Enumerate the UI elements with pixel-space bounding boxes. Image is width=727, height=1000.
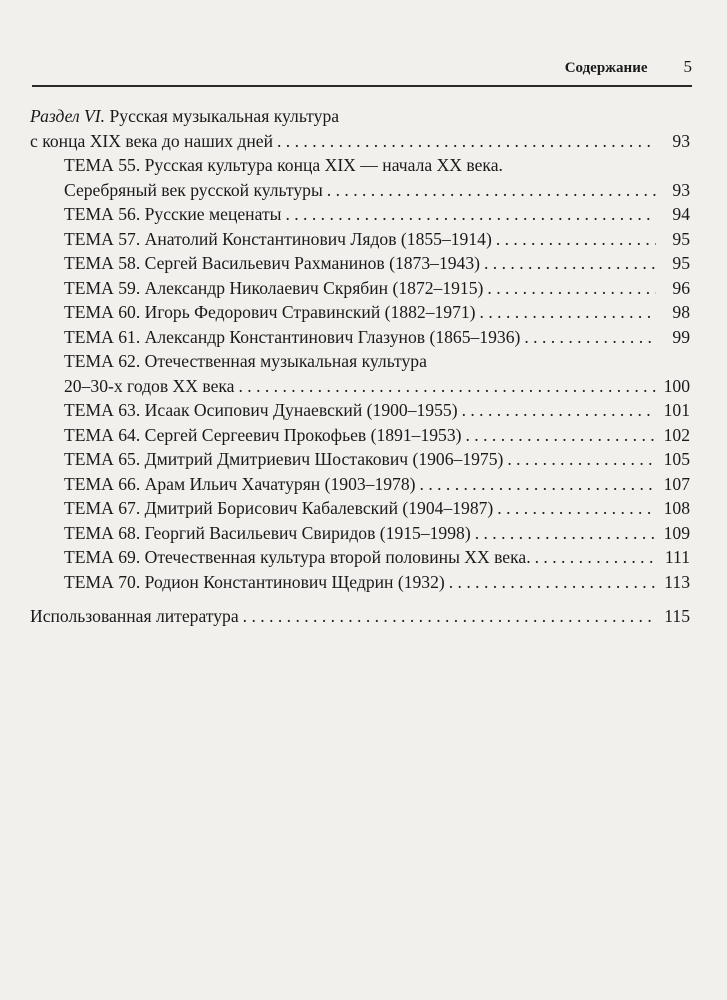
dot-leader	[480, 300, 656, 325]
toc-entry-title: ТЕМА 55. Русская культура конца XIX — начала XX века.	[64, 155, 503, 175]
dot-leader	[420, 472, 656, 497]
toc-entry-title: ТЕМА 56. Русские меценаты	[64, 204, 282, 224]
running-head	[32, 57, 692, 77]
dot-leader	[507, 447, 656, 472]
references-label: Использованная литература	[30, 606, 239, 626]
toc-entry[interactable]	[30, 423, 690, 448]
toc-entry-page: 93	[672, 179, 690, 200]
toc-entry-page: 95	[672, 228, 690, 249]
dot-leader	[327, 178, 656, 203]
toc-entry[interactable]	[30, 447, 690, 472]
toc-entry-page: 94	[672, 204, 690, 224]
dot-leader	[238, 374, 656, 399]
toc-entry[interactable]	[30, 521, 690, 546]
toc-entry[interactable]	[30, 251, 690, 276]
toc-entry-page: 105	[663, 449, 690, 469]
toc-entry-title: ТЕМА 63. Исаак Осипович Дунаевский (1900–1955)	[64, 400, 458, 420]
toc-entry-page: 107	[663, 473, 690, 494]
toc-entry[interactable]	[30, 374, 690, 399]
dot-leader	[243, 604, 656, 629]
page-number: 5	[683, 57, 692, 76]
toc-entry[interactable]	[30, 496, 690, 521]
toc-entry-page: 111	[664, 547, 690, 567]
section-title-cont: с конца XIX века до наших дней	[30, 130, 273, 151]
toc-entry-title: ТЕМА 67. Дмитрий Борисович Кабалевский (1904–1987)	[64, 498, 494, 518]
dot-leader	[449, 570, 656, 595]
dot-leader	[466, 423, 657, 448]
toc-entry-title: ТЕМА 57. Анатолий Константинович Лядов (1855–1914)	[64, 228, 492, 249]
toc-entry-title: ТЕМА 68. Георгий Васильевич Свиридов (1915–1998)	[64, 522, 471, 543]
dot-leader	[496, 227, 656, 252]
toc-entry[interactable]	[30, 227, 690, 252]
toc-entry-page: 101	[663, 400, 690, 420]
toc-entry-page: 109	[663, 522, 690, 543]
topic-list	[30, 153, 690, 594]
toc-entry[interactable]	[30, 325, 690, 350]
toc-entry-title: ТЕМА 62. Отечественная музыкальная культура	[64, 351, 427, 371]
toc-entry-title: ТЕМА 69. Отечественная культура второй половины XX века.	[64, 547, 531, 567]
toc-entry-title: ТЕМА 58. Сергей Васильевич Рахманинов (1873–1943)	[64, 253, 480, 273]
toc-entry-page: 99	[672, 326, 690, 347]
references-entry[interactable]	[30, 604, 690, 629]
toc-entry-page: 113	[664, 571, 690, 592]
dot-leader	[524, 325, 656, 350]
toc-entry-title: ТЕМА 64. Сергей Сергеевич Прокофьев (1891–1953)	[64, 424, 462, 445]
dot-leader	[535, 545, 656, 570]
toc-entry-title: ТЕМА 59. Александр Николаевич Скрябин (1872–1915)	[64, 277, 484, 298]
toc-entry[interactable]	[30, 202, 690, 227]
toc-entry-line	[30, 153, 690, 178]
dot-leader	[484, 251, 656, 276]
toc-entry-title: ТЕМА 61. Александр Константинович Глазунов (1865–1936)	[64, 326, 521, 347]
dot-leader	[487, 276, 656, 301]
toc-entry-page: 95	[672, 253, 690, 273]
toc-entry[interactable]	[30, 398, 690, 423]
toc-entry-page: 100	[663, 375, 690, 396]
toc-entry-page: 108	[663, 498, 690, 518]
references-page: 115	[664, 606, 690, 626]
section-title: Русская музыкальная культура	[109, 106, 340, 126]
table-of-contents	[30, 104, 690, 629]
toc-entry-title: ТЕМА 65. Дмитрий Дмитриевич Шостакович (1906–1975)	[64, 449, 504, 469]
toc-entry-line	[30, 349, 690, 374]
toc-entry-page: 96	[672, 277, 690, 298]
running-head-title: Содержание	[564, 60, 648, 76]
header-rule	[32, 85, 692, 87]
toc-entry-page: 102	[663, 424, 690, 445]
section-heading-line2[interactable]	[30, 129, 690, 154]
dot-leader	[285, 202, 656, 227]
toc-entry-title: ТЕМА 70. Родион Константинович Щедрин (1932)	[64, 571, 445, 592]
toc-entry[interactable]	[30, 300, 690, 325]
section-page: 93	[672, 130, 690, 151]
dot-leader	[475, 521, 656, 546]
toc-entry[interactable]	[30, 178, 690, 203]
dot-leader	[497, 496, 656, 521]
section-label: Раздел VI.	[30, 106, 106, 126]
toc-entry[interactable]	[30, 276, 690, 301]
toc-entry-title-cont: Серебряный век русской культуры	[64, 179, 323, 200]
dot-leader	[462, 398, 656, 423]
toc-entry[interactable]	[30, 472, 690, 497]
toc-entry-title: ТЕМА 66. Арам Ильич Хачатурян (1903–1978)	[64, 473, 416, 494]
section-heading-line1	[30, 104, 690, 129]
toc-entry-title-cont: 20–30-х годов XX века	[64, 375, 235, 396]
toc-entry[interactable]	[30, 570, 690, 595]
toc-entry-page: 98	[672, 302, 690, 322]
dot-leader	[277, 129, 656, 154]
toc-entry[interactable]	[30, 545, 690, 570]
toc-entry-title: ТЕМА 60. Игорь Федорович Стравинский (1882–1971)	[64, 302, 476, 322]
